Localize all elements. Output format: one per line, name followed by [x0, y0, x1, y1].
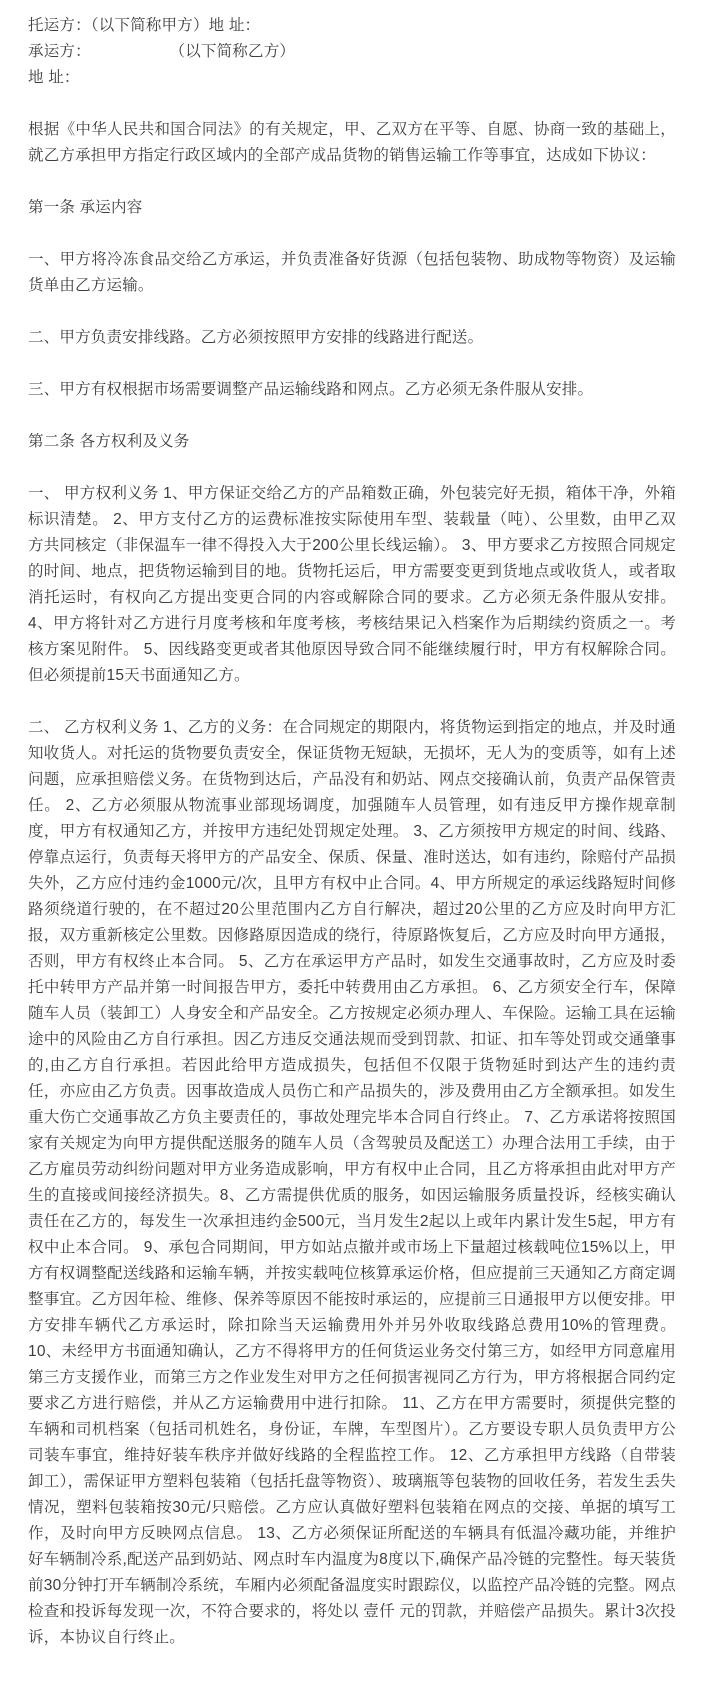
article-1-clause-1: 一、甲方将冷冻食品交给乙方承运，并负责准备好货源（包括包装物、助成物等物资）及运输货单由乙方运输。 [28, 251, 676, 294]
carrier-party-line: 承运方： （以下简称乙方） [28, 43, 296, 60]
address-line: 地 址： [28, 69, 80, 86]
article-1-clause-3: 三、甲方有权根据市场需要调整产品运输线路和网点。乙方必须无条件服从安排。 [28, 381, 594, 398]
party-b-rights-paragraph: 二、 乙方权利义务 1、乙方的义务：在合同规定的期限内，将货物运到指定的地点，并及时通知收货人。对托运的货物要负责安全，保证货物无短缺，无损坏，无人为的变质等，如有上述问题，应承担赔偿义务。在货物到达后，产品没有和奶站、网点交接确认前，负责产品保管责任。 2、乙方必须服从物流事业部现场调度，加强随车人员管理，如有违反甲方操作规章制度，甲方有权通知乙方，并按甲方违纪处罚规定处理。 3、乙方须按甲方规定的时间、线路、停靠点运行，负责每天将甲方的产品安全、保质、保量、准时送达，如有违约，除赔付产品损失外，乙方应付违约金1000元/次，且甲方有权中止合同。4、甲方所规定的承运线路短时间修路须绕道行驶的，在不超过20公里范围内乙方自行解决，超过20公里的乙方应及时向甲方汇报，双方重新核定公里数。因修路原因造成的绕行，待原路恢复后，乙方应及时向甲方通报，否则，甲方有权终止本合同。 5、乙方在承运甲方产品时，如发生交通事故时，乙方应及时委托中转甲方产品并第一时间报告甲方，委托中转费用由乙方承担。 6、乙方须安全行车，保障随车人员（装卸工）人身安全和产品安全。乙方按规定必须办理人、车保险。运输工具在运输途中的风险由乙方自行承担。因乙方违反交通法规而受到罚款、扣证、扣车等处罚或交通肇事的,由乙方自行承担。若因此给甲方造成损失，包括但不仅限于货物延时到达产生的违约责任，亦应由乙方负责。因事故造成人员伤亡和产品损失的，涉及费用由乙方全额承担。如发生重大伤亡交通事故乙方负主要责任的，事故处理完毕本合同自行终止。 7、乙方承诺将按照国家有关规定为向甲方提供配送服务的随车人员（含驾驶员及配送工）办理合法用工手续，由于乙方雇员劳动纠纷问题对甲方业务造成影响，甲方有权中止合同，且乙方将承担由此对甲方产生的直接或间接经济损失。8、乙方需提供优质的服务，如因运输服务质量投诉，经核实确认责任在乙方的，每发生一次承担违约金500元，当月发生2起以上或年内累计发生5起，甲方有权中止本合同。 9、承包合同期间，甲方如站点撤并或市场上下量超过核载吨位15%以上，甲方有权调整配送线路和运输车辆，并按实载吨位核算承运价格，但应提前三天通知乙方商定调整事宜。乙方因年检、维修、保养等原因不能按时承运的，应提前三日通报甲方以便安排。甲方安排车辆代乙方承运时，除扣除当天运输费用外并另外收取线路总费用10%的管理费。 10、未经甲方书面通知确认，乙方不得将甲方的任何货运业务交付第三方，如经甲方同意雇用第三方支援作业，而第三方之作业发生对甲方之任何损害视同乙方行为，甲方将根据合同约定要求乙方进行赔偿，并从乙方运输费用中进行扣除。 11、乙方在甲方需要时，须提供完整的车辆和司机档案（包括司机姓名，身份证，车牌，车型图片）。乙方要设专职人员负责甲方公司装车事宜，维持好装车秩序并做好线路的全程监控工作。 12、乙方承担甲方线路（自带装卸工），需保证甲方塑料包装箱（包括托盘等物资）、玻璃瓶等包装物的回收任务，若发生丢失情况，塑料包装箱按30元/只赔偿。乙方应认真做好塑料包装箱在网点的交接、单据的填写工作，及时向甲方反映网点信息。 13、乙方必须保证所配送的车辆具有低温冷藏功能，并维护好车辆制冷系,配送产品到奶站、网点时车内温度为8度以下,确保产品冷链的完整性。每天装货前30分钟打开车辆制冷系统，车厢内必须配备温度实时跟踪仪，以监控产品冷链的完整。网点检查和投诉每发现一次，不符合要求的，将处以 壹仟 元的罚款，并赔偿产品损失。累计3次投诉，本协议自行终止。 [28, 719, 681, 1646]
party-a-rights-paragraph: 一、 甲方权利义务 1、甲方保证交给乙方的产品箱数正确，外包装完好无损，箱体干净，外箱标识清楚。 2、甲方支付乙方的运费标准按实际使用车型、装载量（吨）、公里数，由甲乙双方共同核定（非保温车一律不得投入大于200公里长线运输）。 3、甲方要求乙方按照合同规定的时间、地点，把货物运输到目的地。货物托运后，甲方需要变更到货地点或收货人，或者取消托运时，有权向乙方提出变更合同的内容或解除合同的要求。乙方必须无条件服从安排。4、甲方将针对乙方进行月度考核和年度考核，考核结果记入档案作为后期续约资质之一。考核方案见附件。 5、因线路变更或者其他原因导致合同不能继续履行时，甲方有权解除合同。但必须提前15天书面通知乙方。 [28, 485, 676, 684]
article-1-heading: 第一条 承运内容 [28, 199, 143, 216]
preamble-paragraph: 根据《中华人民共和国合同法》的有关规定，甲、乙双方在平等、自愿、协商一致的基础上，就乙方承担甲方指定行政区域内的全部产成品货物的销售运输工作等事宜，达成如下协议： [28, 121, 676, 164]
article-2-heading: 第二条 各方权利及义务 [28, 433, 190, 450]
shipper-party-line: 托运方：（以下简称甲方）地 址： [28, 17, 261, 34]
article-1-clause-2: 二、甲方负责安排线路。乙方必须按照甲方安排的线路进行配送。 [28, 329, 484, 346]
